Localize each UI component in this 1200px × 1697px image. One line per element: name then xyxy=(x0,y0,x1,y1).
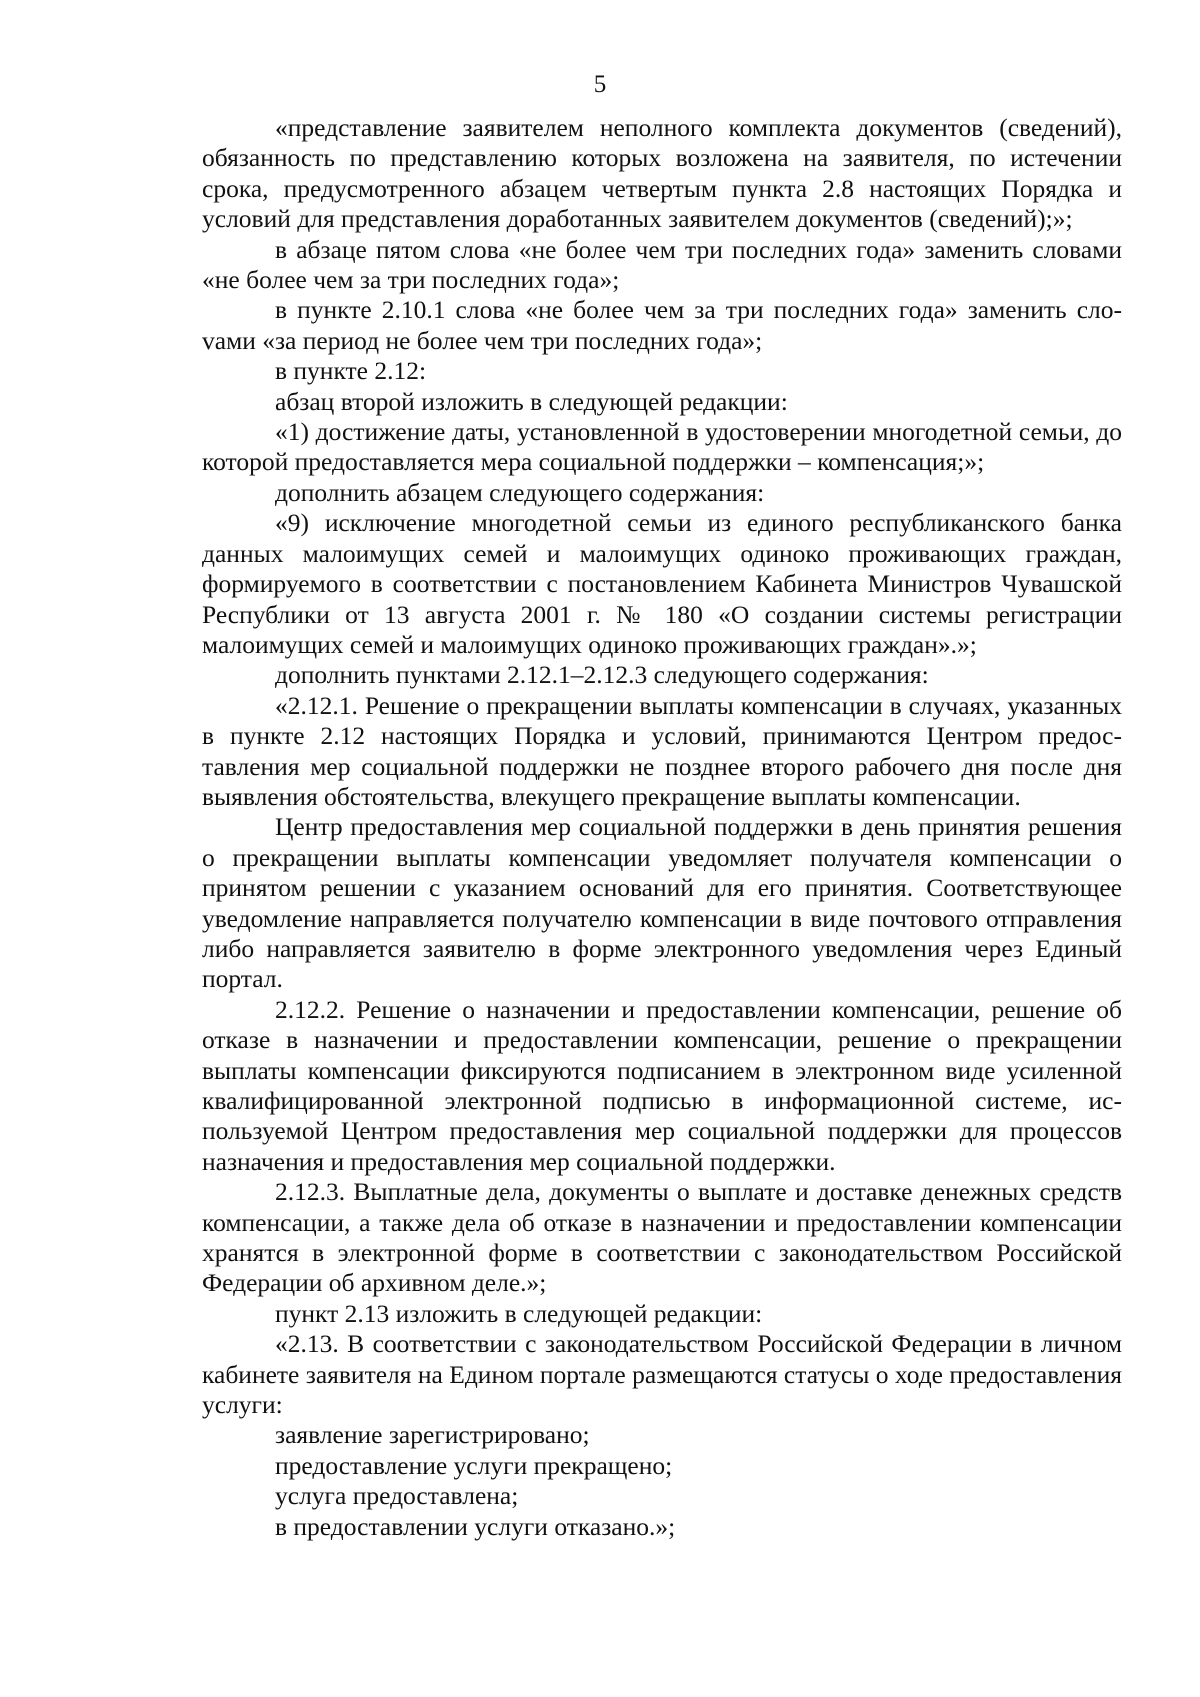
paragraph-14: пункт 2.13 изложить в следующей редакции: xyxy=(275,1298,763,1328)
paragraph-3: в пункте 2.10.1 слова «не более чем за три последних года» заменить слоvами «за период не более чем три последних года»; xyxy=(202,295,1122,355)
paragraph-9: дополнить пунктами 2.12.1–2.12.3 следующего содержания: xyxy=(275,660,929,690)
document-body xyxy=(202,113,1122,1542)
paragraph-2: в абзаце пятом слова «не более чем три последних года» заменить словами «не более чем за три последних года»; xyxy=(202,234,1122,295)
paragraph-15: «2.13. В соответствии с законодательством Российской Федерации в личном кабинете заявителя на Едином портале размещаются статусы о ходе предоставления услуги: xyxy=(202,1329,1122,1420)
paragraph-5: абзац второй изложить в следующей редакции: xyxy=(275,386,788,416)
paragraph-13: 2.12.3. Выплатные дела, документы о выплате и доставке денежных средств компенсации, а также дела об отказе в назначении и предоставлении компенсации хранятся в электронной форме в соответствии с законодательством Российской Федерации об архивном деле.»; xyxy=(202,1177,1122,1298)
status-item: в предоставлении услуги отказано.»; xyxy=(275,1511,676,1541)
paragraph-10: «2.12.1. Решение о прекращении выплаты компенсации в случаях, указанных в пункте 2.12 настоящих Порядка и условий, принимаются Центром предоставления мер социальной поддержки не позднее второго рабочего дня после дня выявления обстоятельства, влекущего прекращение выплаты компенсации. xyxy=(202,690,1122,811)
status-item: предоставление услуги прекращено; xyxy=(275,1450,673,1480)
paragraph-7: дополнить абзацем следующего содержания: xyxy=(275,477,765,507)
paragraph-8: «9) исключение многодетной семьи из единого республиканского банка данных малоимущих семей и малоимущих одиноко проживающих граждан, формируемого в соответствии с постановлением Кабинета Министров Чувашской Республики от 13 августа 2001 г. № 180 «О создании системы регистрации малоимущих семей и малоимущих одиноко проживающих граждан».»; xyxy=(202,508,1122,659)
status-item: заявление зарегистрировано; xyxy=(275,1420,590,1450)
paragraph-6: «1) достижение даты, установленной в удостоверении многодетной семьи, до которой предоставляется мера социальной поддержки – компенсация;»; xyxy=(202,417,1122,477)
paragraph-4: в пункте 2.12: xyxy=(275,356,427,386)
paragraph-11: Центр предоставления мер социальной поддержки в день принятия решения о прекращении выплаты компенсации уведомляет получателя компенсации о принятом решении с указанием оснований для его принятия. Соответствующее уведомление направляется получателю компенсации в виде почтового отправления либо направляется заявителю в форме электронного уведомления через Единый портал. xyxy=(202,812,1122,994)
status-item: услуга предоставлена; xyxy=(275,1481,519,1511)
page-number: 5 xyxy=(593,71,607,98)
paragraph-12: 2.12.2. Решение о назначении и предоставлении компенсации, решение об отказе в назначении и предоставлении компенсации, решение о прекращении выплаты компенсации фиксируются подписанием в электронном виде усиленной квалифицированной электронной подписью в информационной системе, используемой Центром предоставления мер социальной поддержки для процессов назначения и предоставления мер социальной поддержки. xyxy=(202,994,1122,1176)
paragraph-1: «представление заявителем неполного комплекта документов (сведений), обязанность по представлению которых возложена на заявителя, по истечении срока, предусмотренного абзацем четвертым пункта 2.8 настоящих Порядка и условий для представления доработанных заявителем документов (сведений);»; xyxy=(202,113,1122,234)
